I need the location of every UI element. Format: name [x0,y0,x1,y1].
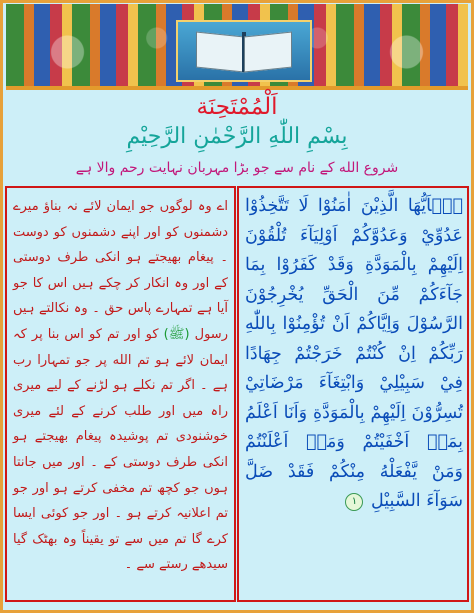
surah-title: اَلْمُمْتَحِنَة [196,94,278,120]
open-quran-book-icon [176,20,312,82]
urdu-translation-panel [5,186,236,602]
bismillah: بِسْمِ اللّٰهِ الرَّحْمٰنِ الرَّحِيْمِ [126,124,348,149]
arabic-verse-text [245,192,463,596]
arabic-verse: يٰۤاَيُّهَا الَّذِيْنَ اٰمَنُوْا لَا تَتَّخِذُوْا عَدُوِّيْ وَعَدُوَّكُمْ اَوْلِيَآءَ تُلْقُوْنَ اِلَيْهِمْ بِالْمَوَدَّةِ وَقَدْ كَفَرُوْا بِمَا جَآءَكُمْ مِّنَ الْحَقِّ يُخْرِجُوْنَ الرَّسُوْلَ وَاِيَّاكُمْ اَنْ تُؤْمِنُوْا بِاللّٰهِ رَبِّكُمْ اِنْ كُنْتُمْ خَرَجْتُمْ جِهَادًا فِيْ سَبِيْلِيْ وَابْتِغَآءَ مَرْضَاتِيْ تُسِرُّوْنَ اِلَيْهِمْ بِالْمَوَدَّةِ وَاَنَا اَعْلَمُ بِمَاۤ اَخْفَيْتُمْ وَمَاۤ اَعْلَنْتُمْ وَمَنْ يَّفْعَلْهُ مِنْكُمْ فَقَدْ ضَلَّ سَوَآءَ السَّبِيْلِ [245,196,463,511]
urdu-translation-text [13,194,228,596]
arabic-verse-panel [237,186,469,602]
urdu-opening-line: شروع الله کے نام سے جو بڑا مہربان نہایت رحم والا ہے [75,160,399,176]
decorative-header-banner [6,4,468,90]
rasool-honorific: (ﷺ) [163,326,190,342]
ayah-number-marker: ۱ [345,493,363,511]
urdu-text-part-2: کو اور تم کو اس بنا پر کہ ایمان لائے ہو تم الله پر جو تمہارا رب ہے ۔ اگر تم نکلے ہو لڑنے کے لیے میری راہ میں اور طلب کرنے کے لئے میری خوشنودی تم پوشیدہ پیغام بھیجتے ہو انکی طرف دوستی کے ۔ اور میں جانتا ہوں جو کچھ تم مخفی کرتے ہو اور جو تم اعلانیہ کرتے ہو ۔ اور جو کوئی ایسا کرے گا تم میں سے تو یقیناً وہ بھٹک گیا سیدھے رستے سے ۔ [13,326,228,573]
urdu-text-part-1: اے وہ لوگوں جو ایمان لائے نہ بناؤ میرے دشمنوں کو اور اپنے دشمنوں کو دوست ۔ پیغام بھیجتے ہو انکی طرف دوستی کے اور وہ انکار کر چکے ہیں اس کا جو آیا ہے تمہارے پاس حق ۔ وہ نکالتے ہیں رسول [13,199,228,342]
